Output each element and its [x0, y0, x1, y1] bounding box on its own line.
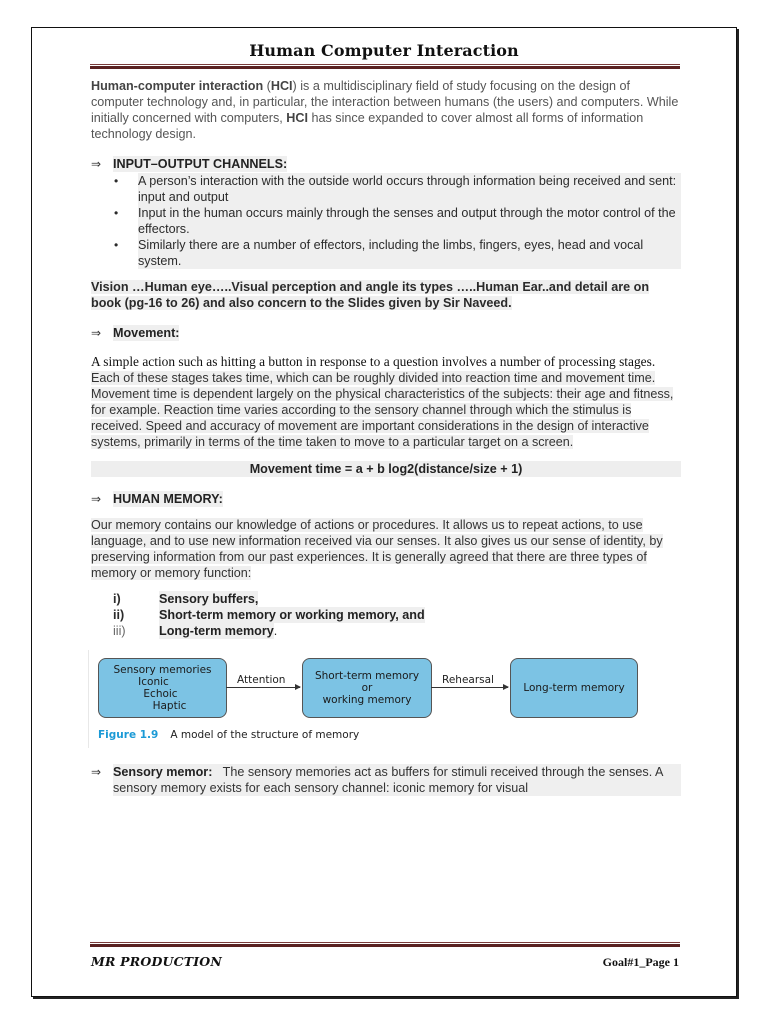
bullet-text: Similarly there are a number of effectors, including the limbs, fingers, eyes, head and vocal system. [138, 237, 681, 269]
hci-abbr: HCI [270, 79, 293, 93]
bullet-icon: • [114, 206, 119, 220]
box-label: Iconic [138, 676, 169, 688]
page-title: Human Computer Interaction [249, 41, 519, 60]
list-number: iii) [113, 624, 126, 638]
memory-heading [91, 491, 681, 507]
attention-label: Attention [237, 674, 286, 686]
figure-number: Figure 1.9 [98, 729, 159, 741]
list-item [91, 591, 681, 607]
intro-text: ( [263, 79, 271, 93]
box-label: Haptic [152, 700, 187, 712]
list-item [91, 205, 681, 237]
list-item [91, 623, 681, 639]
bullet-text: Input in the human occurs mainly through the senses and output through the motor control of the effectors. [138, 205, 681, 237]
list-text: Long-term memory [159, 624, 274, 638]
io-bullet-list [91, 173, 681, 269]
list-number: ii) [113, 608, 125, 622]
long-term-memory-box [510, 658, 638, 718]
sensory-memory-text [113, 764, 681, 796]
section-heading: HUMAN MEMORY: [113, 492, 223, 506]
movement-heading [91, 325, 681, 341]
list-item [91, 173, 681, 205]
footer-brand: MR PRODUCTION [91, 954, 223, 969]
list-item [91, 237, 681, 269]
box-label: Echoic [143, 688, 178, 700]
intro-text: has since expanded to cover almost all forms of information technology design. [91, 111, 644, 141]
sensory-text: The sensory memories act as buffers for stimuli received through the senses. A sensory memory exists for each sensory channel: iconic memory for visual [113, 765, 663, 795]
box-label: Long-term memory [523, 682, 625, 694]
memory-paragraph [91, 517, 681, 581]
box-label: working memory [322, 694, 412, 706]
list-text: Sensory buffers, [159, 592, 259, 606]
intro-text: ) is a multidisciplinary field of study focusing on the design of computer technology and, in particular, the interaction between humans (the users) and computers. While initially concerned with computers, [91, 79, 679, 125]
double-arrow-icon: ⇒ [91, 492, 102, 506]
list-suffix: . [273, 624, 278, 638]
memory-types-list [91, 591, 681, 639]
double-arrow-icon: ⇒ [91, 157, 102, 171]
page-number: Goal#1_Page 1 [602, 955, 679, 969]
rehearsal-label: Rehearsal [442, 674, 494, 686]
intro-paragraph [91, 78, 681, 142]
double-arrow-icon: ⇒ [91, 765, 102, 779]
intro-term: Human-computer interaction [91, 79, 264, 93]
box-label: Sensory memories [113, 664, 212, 676]
list-number: i) [113, 592, 121, 606]
vision-note [91, 279, 681, 311]
figure-caption-text: A model of the structure of memory [170, 729, 360, 741]
bullet-text: A person’s interaction with the outside world occurs through information being received and sent: input and output [138, 173, 681, 205]
header-rule [90, 64, 680, 69]
memory-text: Our memory contains our knowledge of actions or procedures. It allows us to repeat actions, to use language, and to use new information received via our senses. It also gives us our sense of identity, by preserving information from our past experiences. It is generally agreed that there are three types of memory or memory function: [91, 518, 663, 580]
footer-rule [90, 942, 680, 947]
list-text: Short-term memory or working memory, and [159, 608, 425, 622]
page-content [91, 78, 681, 796]
box-label: Short-term memory [314, 670, 420, 682]
movement-text-serif: A simple action such as hitting a button in response to a question involves a number of processing stages. [91, 354, 656, 369]
io-heading [91, 156, 681, 172]
sensory-memory-section [91, 764, 681, 796]
memory-model-figure [88, 650, 681, 748]
short-term-memory-box [302, 658, 432, 718]
hci-abbr: HCI [286, 111, 308, 125]
figure-caption [98, 727, 359, 743]
box-label: or [361, 682, 373, 694]
section-heading: INPUT–OUTPUT CHANNELS: [113, 157, 288, 171]
movement-text: Each of these stages takes time, which can be roughly divided into reaction time and movement time. Movement time is dependent largely on the physical characteristics of the subjects: their age and fitness, for example. Reaction time varies according to the sensory channel through which the stimulus is received. Speed and accuracy of movement are important considerations in the design of interactive systems, primarily in terms of the time taken to move to a particular target on a screen. [91, 371, 674, 449]
section-heading: Movement: [113, 326, 180, 340]
sensory-memories-box [98, 658, 227, 718]
vision-note-text: Vision …Human eye…..Visual perception and angle its types …..Human Ear..and detail are on book (pg-16 to 26) and also concern to the Slides given by Sir Naveed. [91, 280, 650, 310]
document-page [31, 27, 737, 997]
section-heading: Sensory memor: [113, 765, 213, 779]
double-arrow-icon: ⇒ [91, 326, 102, 340]
list-item [91, 607, 681, 623]
movement-formula: Movement time = a + b log2(distance/size + 1) [91, 461, 681, 477]
movement-paragraph [91, 354, 681, 450]
bullet-icon: • [114, 238, 119, 252]
bullet-icon: • [114, 174, 119, 188]
